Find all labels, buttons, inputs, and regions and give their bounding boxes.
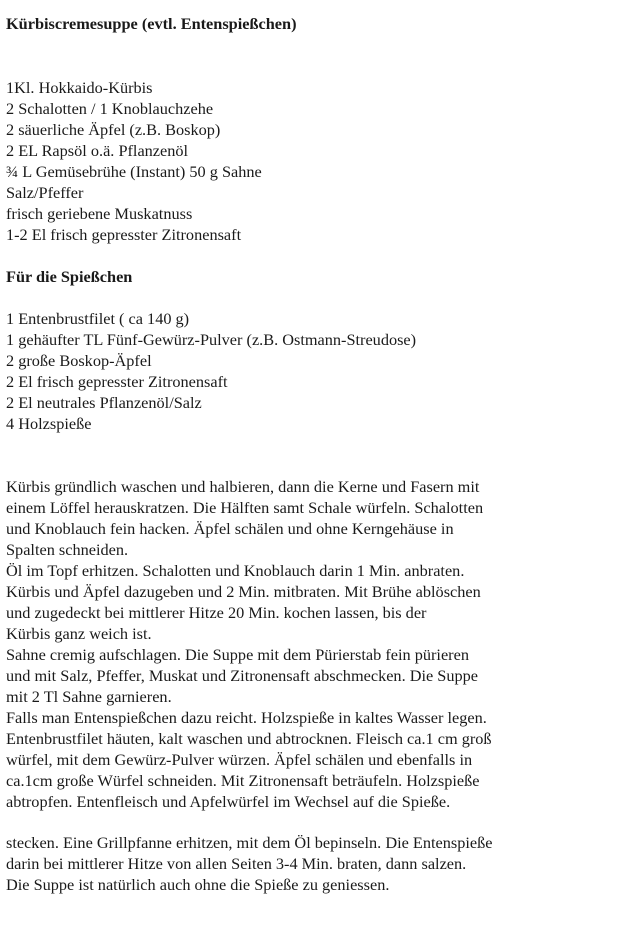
ingredient-item: 2 säuerliche Äpfel (z.B. Boskop) [6,120,221,139]
instruction-line: Die Suppe ist natürlich auch ohne die Spieße zu geniessen. [6,875,390,894]
ingredient-item: 1-2 El frisch gepresster Zitronensaft [6,225,242,244]
ingredient-item: frisch geriebene Muskatnuss [6,204,193,223]
instruction-line: Kürbis gründlich waschen und halbieren, dann die Kerne und Fasern mit [6,477,480,496]
instruction-line: würfel, mit dem Gewürz-Pulver würzen. Äpfel schälen und ebenfalls in [6,750,473,769]
recipe-title: Kürbiscremesuppe (evtl. Entenspießchen) [6,14,297,33]
ingredient-item: 2 El neutrales Pflanzenöl/Salz [6,393,202,412]
instruction-line: und Knoblauch fein hacken. Äpfel schälen und ohne Kerngehäuse in [6,519,454,538]
instruction-line: einem Löffel herauskratzen. Die Hälften samt Schale würfeln. Schalotten [6,498,484,517]
instruction-line: Spalten schneiden. [6,540,129,559]
instructions-paragraph [6,476,492,812]
ingredient-item: 1 Entenbrustfilet ( ca 140 g) [6,309,190,328]
soup-ingredients-list [6,77,262,245]
skewers-heading: Für die Spießchen [6,267,133,286]
instruction-line: ca.1cm große Würfel schneiden. Mit Zitronensaft beträufeln. Holzspieße [6,771,480,790]
instruction-line: Öl im Topf erhitzen. Schalotten und Knoblauch darin 1 Min. anbraten. [6,561,465,580]
ingredient-item: 2 EL Rapsöl o.ä. Pflanzenöl [6,141,189,160]
ingredient-item: Salz/Pfeffer [6,183,84,202]
ingredient-item: 2 große Boskop-Äpfel [6,351,152,370]
instructions-continued-paragraph [6,832,492,895]
instruction-line: stecken. Eine Grillpfanne erhitzen, mit dem Öl bepinseln. Die Entenspieße [6,833,493,852]
instruction-line: Entenbrustfilet häuten, kalt waschen und abtrocknen. Fleisch ca.1 cm groß [6,729,492,748]
skewer-ingredients-list [6,308,416,434]
ingredient-item: 2 El frisch gepresster Zitronensaft [6,372,228,391]
instruction-line: und mit Salz, Pfeffer, Muskat und Zitronensaft abschmecken. Die Suppe [6,666,478,685]
ingredient-item: ¾ L Gemüsebrühe (Instant) 50 g Sahne [6,162,262,181]
ingredient-item: 4 Holzspieße [6,414,92,433]
instruction-line: darin bei mittlerer Hitze von allen Seiten 3-4 Min. braten, dann salzen. [6,854,467,873]
instruction-line: und zugedeckt bei mittlerer Hitze 20 Min. kochen lassen, bis der [6,603,427,622]
instruction-line: abtropfen. Entenfleisch und Apfelwürfel im Wechsel auf die Spieße. [6,792,451,811]
ingredient-item: 2 Schalotten / 1 Knoblauchzehe [6,99,214,118]
instruction-line: mit 2 Tl Sahne garnieren. [6,687,172,706]
ingredient-item: 1 gehäufter TL Fünf-Gewürz-Pulver (z.B. Ostmann-Streudose) [6,330,417,349]
instruction-line: Kürbis ganz weich ist. [6,624,152,643]
instruction-line: Sahne cremig aufschlagen. Die Suppe mit dem Pürierstab fein pürieren [6,645,469,664]
ingredient-item: 1Kl. Hokkaido-Kürbis [6,78,153,97]
instruction-line: Falls man Entenspießchen dazu reicht. Holzspieße in kaltes Wasser legen. [6,708,487,727]
instruction-line: Kürbis und Äpfel dazugeben und 2 Min. mitbraten. Mit Brühe ablöschen [6,582,481,601]
